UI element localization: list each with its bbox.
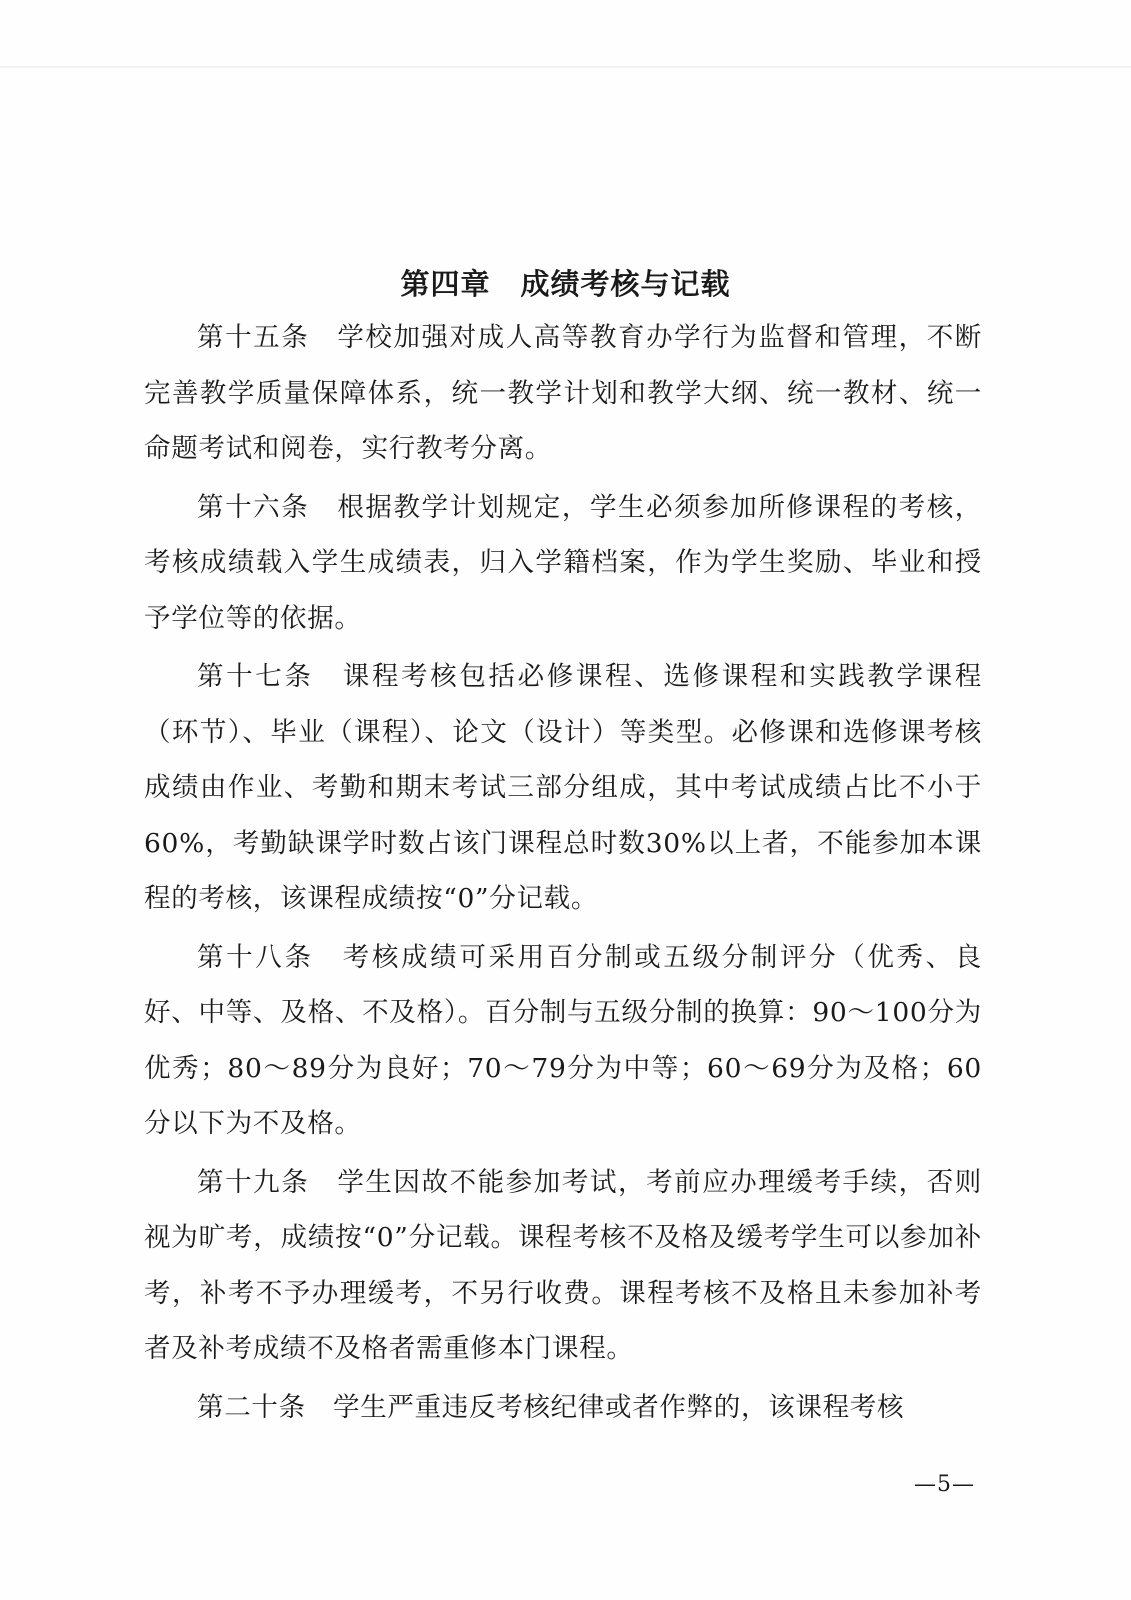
scan-edge	[0, 66, 1131, 68]
article-heading: 第十八条	[197, 941, 343, 973]
article-heading: 第二十条	[197, 1391, 333, 1423]
body-text	[144, 310, 982, 1438]
article-text: 课程考核包括必修课程、选修课程和实践教学课程（环节）、毕业（课程）、论文（设计）等类型。必修课和选修课考核成绩由作业、考勤和期末考试三部分组成，其中考试成绩占比不小于60%，考勤缺课学时数占该门课程总时数30%以上者，不能参加本课程的考核，该课程成绩按“0”分记载。	[144, 661, 982, 914]
article-text: 学生因故不能参加考试，考前应办理缓考手续，否则视为旷考，成绩按“0”分记载。课程考核不及格及缓考学生可以参加补考，补考不予办理缓考，不另行收费。课程考核不及格且未参加补考者及补考成绩不及格者需重修本门课程。	[144, 1166, 983, 1364]
article-heading: 第十六条	[197, 491, 338, 523]
article-19	[144, 1155, 982, 1377]
article-heading: 第十五条	[197, 322, 338, 353]
article-text: 学校加强对成人高等教育办学行为监督和管理，不断完善教学质量保障体系，统一教学计划和教学大纲、统一教材、统一命题考试和阅卷，实行教考分离。	[144, 322, 983, 464]
article-text: 考核成绩可采用百分制或五级分制评分（优秀、良好、中等、及格、不及格）。百分制与五级分制的换算：90～100分为优秀；80～89分为良好；70～79分为中等；60～69分为及格；60分以下为不及格。	[144, 941, 982, 1139]
chapter-title: 第四章 成绩考核与记载	[400, 267, 731, 301]
article-text: 根据教学计划规定，学生必须参加所修课程的考核，考核成绩载入学生成绩表，归入学籍档案，作为学生奖励、毕业和授予学位等的依据。	[144, 491, 983, 634]
article-15	[144, 310, 982, 477]
article-heading: 第十九条	[197, 1166, 338, 1198]
article-text: 学生严重违反考核纪律或者作弊的，该课程考核	[333, 1391, 905, 1423]
article-18	[144, 930, 982, 1152]
article-20	[144, 1380, 982, 1436]
article-heading: 第十七条	[197, 661, 343, 692]
article-17	[144, 649, 982, 927]
article-16	[144, 480, 982, 647]
page-number: —5—	[914, 1472, 975, 1497]
